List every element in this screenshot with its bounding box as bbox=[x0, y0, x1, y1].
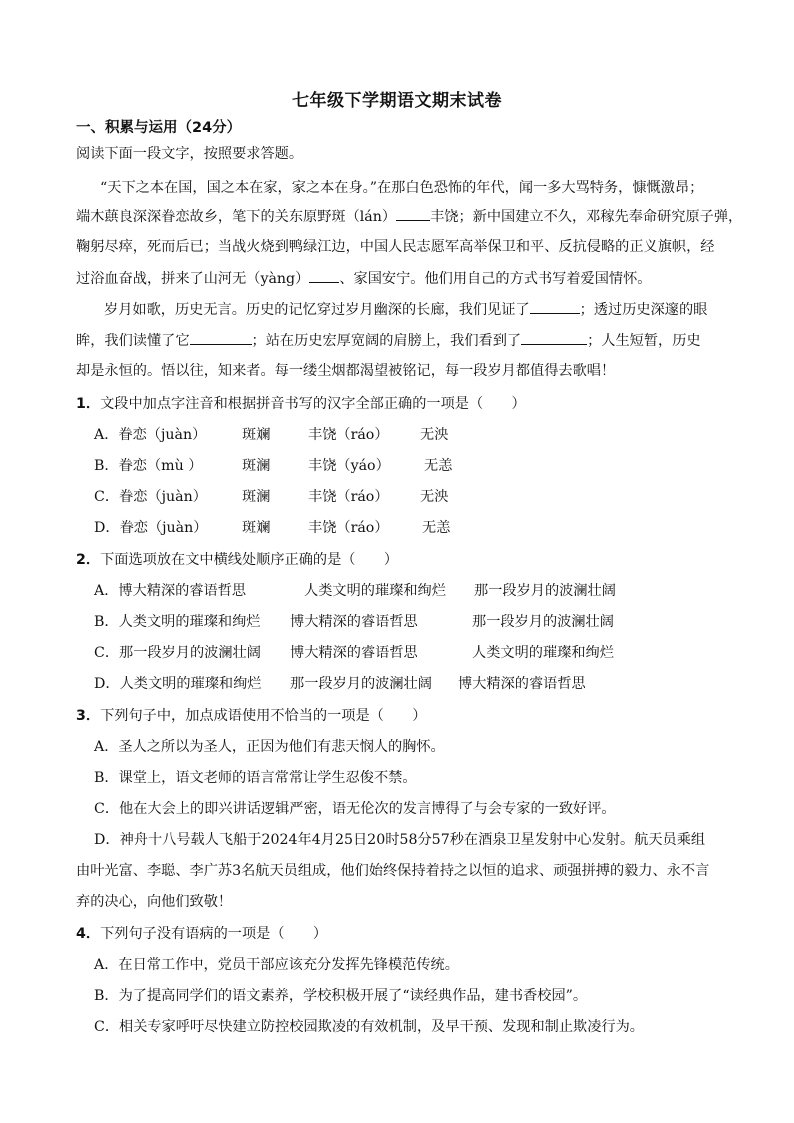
instruction-text: 阅读下面一段文字，按照要求答题。 bbox=[76, 146, 304, 162]
question-stem: 下列句子没有语病的一项是（ ） bbox=[100, 926, 328, 942]
fill-blank[interactable] bbox=[396, 206, 430, 221]
option-text: 斑澜 bbox=[242, 458, 271, 474]
fill-blank[interactable] bbox=[190, 330, 252, 345]
option-text: 丰饶（yáo） bbox=[308, 458, 390, 474]
option-text: 无恙 bbox=[424, 458, 453, 474]
passage-segment: ；透过历史深邃的眼 bbox=[579, 302, 708, 318]
question-2: 2．下面选项放在文中横线处顺序正确的是（ ） bbox=[76, 552, 399, 568]
passage-line: 鞠躬尽瘁，死而后已；当战火烧到鸭绿江边，中国人民志愿军高举保卫和平、反抗侵略的正义旗帜，经 bbox=[76, 239, 715, 255]
option-text: 丰饶（ráo） bbox=[308, 520, 389, 536]
fill-blank[interactable] bbox=[530, 299, 580, 314]
passage-line bbox=[104, 299, 707, 320]
option-text: 人类文明的璀璨和绚烂 bbox=[304, 583, 446, 599]
option-text: 无泱 bbox=[420, 427, 449, 443]
option-text[interactable]: B．眷恋（mù ） bbox=[94, 458, 203, 474]
option-text[interactable]: C．眷恋（juàn） bbox=[94, 489, 207, 505]
question-stem: 下面选项放在文中横线处顺序正确的是（ ） bbox=[100, 552, 399, 568]
passage-segment: 岁月如歌，历史无言。历史的记忆穿过岁月幽深的长廊，我们见证了 bbox=[104, 302, 530, 318]
option-text[interactable]: B．课堂上，语文老师的语言常常让学生忍俊不禁。 bbox=[94, 770, 417, 786]
question-1: 1．文段中加点字注音和根据拼音书写的汉字全部正确的一项是（ ） bbox=[76, 396, 526, 412]
passage-line bbox=[76, 268, 651, 289]
option-text: 那一段岁月的波澜壮阔 bbox=[474, 583, 616, 599]
passage-segment: ；站在历史宏厚宽阔的肩膀上，我们看到了 bbox=[251, 333, 522, 349]
passage-line bbox=[76, 330, 701, 351]
option-text: 那一段岁月的波澜壮阔 bbox=[290, 676, 432, 692]
option-text: 博大精深的睿语哲思 bbox=[290, 614, 418, 630]
option-text[interactable]: A．眷恋（juàn） bbox=[94, 427, 207, 443]
question-4: 4．下列句子没有语病的一项是（ ） bbox=[76, 926, 328, 942]
passage-segment: 端木蕻良深深眷恋故乡，笔下的关东原野斑（lán） bbox=[76, 209, 397, 225]
option-text: 人类文明的璀璨和绚烂 bbox=[472, 645, 614, 661]
option-text[interactable]: D．人类文明的璀璨和绚烂 bbox=[94, 676, 262, 692]
exam-title: 七年级下学期语文期末试卷 bbox=[292, 91, 502, 111]
option-text: 斑澜 bbox=[242, 489, 271, 505]
option-text-continued: 由叶光富、李聪、李广苏3名航天员组成，他们始终保持着持之以恒的追求、顽强拼搏的毅力、永不言 bbox=[76, 863, 710, 879]
passage-segment: 、家国安宁。他们用自己的方式书写着爱国情怀。 bbox=[339, 271, 652, 287]
option-text[interactable]: A．在日常工作中，党员干部应该充分发挥先锋模范传统。 bbox=[94, 957, 459, 973]
option-text: 博大精深的睿语哲思 bbox=[290, 645, 418, 661]
option-text: 博大精深的睿语哲思 bbox=[458, 676, 586, 692]
option-text: 无恙 bbox=[422, 520, 451, 536]
option-text: 那一段岁月的波澜壮阔 bbox=[472, 614, 614, 630]
option-text[interactable]: B．人类文明的璀璨和绚烂 bbox=[94, 614, 261, 630]
question-3: 3．下列句子中，加点成语使用不恰当的一项是（ ） bbox=[76, 708, 427, 724]
option-text[interactable]: A．博大精深的睿语哲思 bbox=[94, 583, 247, 599]
option-text[interactable]: C．他在大会上的即兴讲话逻辑严密，语无伦次的发言博得了与会专家的一致好评。 bbox=[94, 801, 616, 817]
option-text: 斑斓 bbox=[242, 427, 271, 443]
option-text: 无泱 bbox=[420, 489, 449, 505]
passage-line: “天下之本在国，国之本在家，家之本在身。”在那白色恐怖的年代，闻一多大骂特务，慷慨激昂； bbox=[100, 180, 704, 196]
fill-blank[interactable] bbox=[309, 268, 339, 283]
option-text: 斑斓 bbox=[242, 520, 271, 536]
option-text: 丰饶（ráo） bbox=[308, 427, 389, 443]
option-text[interactable]: B．为了提高同学们的语文素养，学校积极开展了“读经典作品，建书香校园”。 bbox=[94, 988, 588, 1004]
passage-line bbox=[76, 206, 742, 227]
option-text-continued: 弃的决心，向他们致敬！ bbox=[76, 894, 233, 910]
passage-segment: 丰饶；新中国建立不久，邓稼先奉命研究原子弹， bbox=[430, 209, 743, 225]
question-stem: 下列句子中，加点成语使用不恰当的一项是（ ） bbox=[100, 708, 427, 724]
question-stem: 文段中加点字注音和根据拼音书写的汉字全部正确的一项是（ ） bbox=[100, 396, 526, 412]
fill-blank[interactable] bbox=[521, 330, 587, 345]
option-text[interactable]: D．神舟十八号载人飞船于2024年4月25日20时58分57秒在酒泉卫星发射中心发射。航天员乘组 bbox=[94, 832, 706, 848]
section-heading: 一、积累与运用（24分） bbox=[76, 120, 242, 136]
passage-segment: 眸，我们读懂了它 bbox=[76, 333, 190, 349]
passage-segment: 过浴血奋战，拼来了山河无（yàng） bbox=[76, 271, 310, 287]
option-text[interactable]: A．圣人之所以为圣人，正因为他们有悲天悯人的胸怀。 bbox=[94, 739, 445, 755]
passage-segment: ；人生短暂，历史 bbox=[587, 333, 701, 349]
option-text[interactable]: C．相关专家呼吁尽快建立防控校园欺凌的有效机制，及早干预、发现和制止欺凌行为。 bbox=[94, 1019, 644, 1035]
passage-line: 却是永恒的。悟以往，知来者。每一缕尘烟都渴望被铭记，每一段岁月都值得去歌唱！ bbox=[76, 363, 616, 379]
option-text[interactable]: C．那一段岁月的波澜壮阔 bbox=[94, 645, 261, 661]
option-text[interactable]: D．眷恋（juàn） bbox=[94, 520, 208, 536]
option-text: 丰饶（ráo） bbox=[308, 489, 389, 505]
